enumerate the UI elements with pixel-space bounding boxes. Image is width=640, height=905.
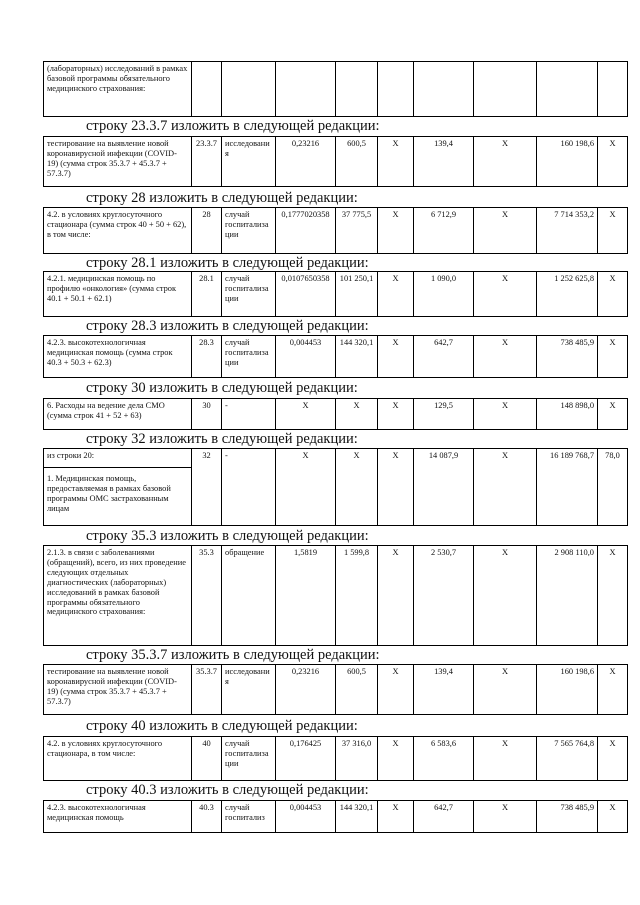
row-unit: случай госпитализации <box>222 208 276 254</box>
row-norm: 0,0107650358 <box>276 272 336 317</box>
row-unit: исследования <box>222 665 276 715</box>
row-unit: случай госпитализ <box>222 801 276 833</box>
section-heading: строку 40.3 изложить в следующей редакции: <box>86 782 369 798</box>
row-name <box>44 449 192 526</box>
row-name: 6. Расходы на ведение дела СМО (сумма строк 41 + 52 + 63) <box>44 399 192 430</box>
row-x3: X <box>598 546 628 646</box>
table-row-tail <box>43 61 628 117</box>
row-x1: X <box>378 137 414 187</box>
row-total: 16 189 768,7 <box>537 449 598 526</box>
table-row <box>44 801 628 833</box>
row-name: тестирование на выявление новой коронавирусной инфекции (COVID-19) (сумма строк 35.3.7 + 45.3.7 + 57.3.7) <box>44 137 192 187</box>
row-cost: X <box>336 449 378 526</box>
row-x1: X <box>378 801 414 833</box>
row-norm: 1,5819 <box>276 546 336 646</box>
table-row <box>44 399 628 430</box>
row-cost: 1 599,8 <box>336 546 378 646</box>
row-unit: случай госпитализации <box>222 272 276 317</box>
row-x1: X <box>378 449 414 526</box>
section-heading: строку 30 изложить в следующей редакции: <box>86 380 358 396</box>
row-norm: 0,23216 <box>276 665 336 715</box>
row-unit: исследования <box>222 137 276 187</box>
row-x2: X <box>474 208 537 254</box>
row-name: (лабораторных) исследований в рамках базовой программы обязательного медицинского страхования: <box>44 62 192 117</box>
row-name: 4.2.1. медицинская помощь по профилю «онкология» (сумма строк 40.1 + 50.1 + 62.1) <box>44 272 192 317</box>
row-cost: 37 775,5 <box>336 208 378 254</box>
table-row <box>44 336 628 378</box>
row-total: 148 898,0 <box>537 399 598 430</box>
row-x1: X <box>378 546 414 646</box>
row-total: 738 485,9 <box>537 801 598 833</box>
row-code: 28.3 <box>192 336 222 378</box>
row-code: 40.3 <box>192 801 222 833</box>
row-norm: 0,004453 <box>276 336 336 378</box>
row-name: 4.2. в условиях круглосуточного стационара, в том числе: <box>44 737 192 781</box>
section-heading: строку 28.1 изложить в следующей редакции: <box>86 255 369 271</box>
row-x3: X <box>598 137 628 187</box>
row-per-capita: 642,7 <box>414 801 474 833</box>
section-heading: строку 32 изложить в следующей редакции: <box>86 431 358 447</box>
row-x3: X <box>598 399 628 430</box>
row-code: 32 <box>192 449 222 526</box>
section-heading: строку 28.3 изложить в следующей редакции: <box>86 318 369 334</box>
section-heading: строку 28 изложить в следующей редакции: <box>86 190 358 206</box>
row-cost: 37 316,0 <box>336 737 378 781</box>
row-x2: X <box>474 546 537 646</box>
row-total: 2 908 110,0 <box>537 546 598 646</box>
row-code: 23.3.7 <box>192 137 222 187</box>
row-x1: X <box>378 737 414 781</box>
table-row <box>44 449 628 526</box>
table-row <box>44 272 628 317</box>
row-name-sub: 1. Медицинская помощь, предоставляемая в рамках базовой программы ОМС застрахованным лицам <box>44 467 191 514</box>
row-x3: X <box>598 737 628 781</box>
row-unit: случай госпитализации <box>222 737 276 781</box>
row-name: тестирование на выявление новой коронавирусной инфекции (COVID-19) (сумма строк 35.3.7 + 45.3.7 + 57.3.7) <box>44 665 192 715</box>
row-code: 28 <box>192 208 222 254</box>
row-per-capita: 642,7 <box>414 336 474 378</box>
row-x2: X <box>474 801 537 833</box>
row-code: 35.3.7 <box>192 665 222 715</box>
section-heading: строку 35.3 изложить в следующей редакции: <box>86 528 369 544</box>
row-per-capita: 6 712,9 <box>414 208 474 254</box>
row-x1: X <box>378 665 414 715</box>
row-cost: 144 320,1 <box>336 336 378 378</box>
row-per-capita: 129,5 <box>414 399 474 430</box>
row-code: 40 <box>192 737 222 781</box>
row-x3: X <box>598 665 628 715</box>
row-cost: 600,5 <box>336 137 378 187</box>
row-code: 28.1 <box>192 272 222 317</box>
row-per-capita: 14 087,9 <box>414 449 474 526</box>
row-per-capita: 139,4 <box>414 137 474 187</box>
row-total: 160 198,6 <box>537 137 598 187</box>
row-per-capita: 1 090,0 <box>414 272 474 317</box>
table-row <box>44 137 628 187</box>
row-norm: X <box>276 449 336 526</box>
row-name: 4.2. в условиях круглосуточного стационара (сумма строк 40 + 50 + 62), в том числе: <box>44 208 192 254</box>
row-unit: - <box>222 399 276 430</box>
table-row <box>44 208 628 254</box>
table-row <box>44 546 628 646</box>
row-norm: 0,23216 <box>276 137 336 187</box>
row-unit: - <box>222 449 276 526</box>
row-code: 35.3 <box>192 546 222 646</box>
row-per-capita: 139,4 <box>414 665 474 715</box>
row-cost: 600,5 <box>336 665 378 715</box>
table-row <box>44 665 628 715</box>
row-x1: X <box>378 272 414 317</box>
row-total: 7 565 764,8 <box>537 737 598 781</box>
table-row <box>44 62 628 117</box>
row-x2: X <box>474 137 537 187</box>
row-total: 738 485,9 <box>537 336 598 378</box>
row-norm: X <box>276 399 336 430</box>
row-norm: 0,004453 <box>276 801 336 833</box>
row-total: 7 714 353,2 <box>537 208 598 254</box>
row-name: 4.2.3. высокотехнологичная медицинская помощь <box>44 801 192 833</box>
row-x3: X <box>598 801 628 833</box>
row-total: 160 198,6 <box>537 665 598 715</box>
row-code: 30 <box>192 399 222 430</box>
row-cost: 101 250,1 <box>336 272 378 317</box>
section-heading: строку 35.3.7 изложить в следующей редакции: <box>86 647 380 663</box>
row-cost: X <box>336 399 378 430</box>
row-name-head: из строки 20: <box>47 451 95 460</box>
row-unit: обращение <box>222 546 276 646</box>
row-x2: X <box>474 449 537 526</box>
row-total: 1 252 625,8 <box>537 272 598 317</box>
row-name: 4.2.3. высокотехнологичная медицинская помощь (сумма строк 40.3 + 50.3 + 62.3) <box>44 336 192 378</box>
row-norm: 0,1777020358 <box>276 208 336 254</box>
row-x3: 78,0 <box>598 449 628 526</box>
row-x2: X <box>474 272 537 317</box>
row-x2: X <box>474 399 537 430</box>
row-x3: X <box>598 336 628 378</box>
row-x2: X <box>474 665 537 715</box>
row-norm: 0,176425 <box>276 737 336 781</box>
row-name: 2.1.3. в связи с заболеваниями (обращений), всего, из них проведение следующих отдельных диагностических (лабораторных) исследований в рамках базовой программы обязательного медицинского страхования: <box>44 546 192 646</box>
row-x3: X <box>598 272 628 317</box>
row-per-capita: 6 583,6 <box>414 737 474 781</box>
row-x2: X <box>474 336 537 378</box>
row-unit: случай госпитализации <box>222 336 276 378</box>
row-cost: 144 320,1 <box>336 801 378 833</box>
row-per-capita: 2 530,7 <box>414 546 474 646</box>
row-x2: X <box>474 737 537 781</box>
row-x1: X <box>378 208 414 254</box>
row-x1: X <box>378 399 414 430</box>
section-heading: строку 23.3.7 изложить в следующей редакции: <box>86 118 380 134</box>
row-x3: X <box>598 208 628 254</box>
table-row <box>44 737 628 781</box>
section-heading: строку 40 изложить в следующей редакции: <box>86 718 358 734</box>
row-x1: X <box>378 336 414 378</box>
